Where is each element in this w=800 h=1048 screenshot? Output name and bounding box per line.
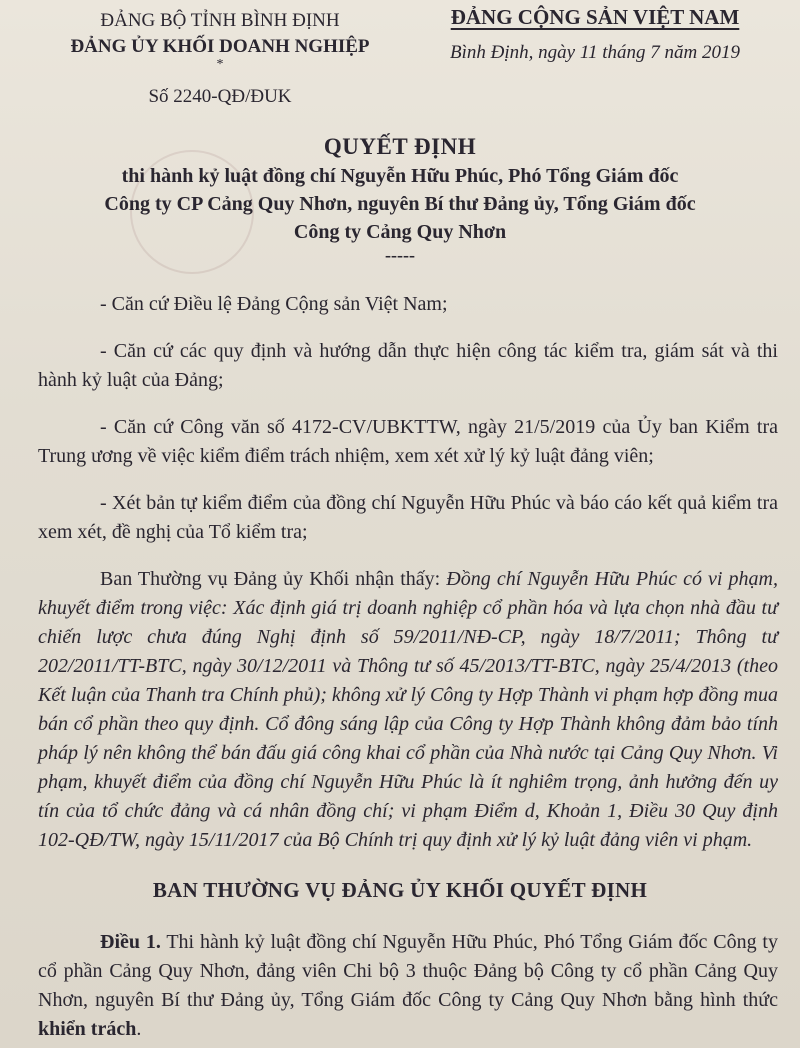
title-sub-line: Công ty CP Cảng Quy Nhơn, nguyên Bí thư Đảng ủy, Tổng Giám đốc (104, 193, 696, 215)
legal-basis-item: - Căn cứ Công văn số 4172-CV/UBKTTW, ngày 21/5/2019 của Ủy ban Kiểm tra Trung ương về việc kiểm điểm trách nhiệm, xem xét xử lý kỷ luật đảng viên; (38, 416, 778, 467)
document-title: QUYẾT ĐỊNH (323, 134, 477, 159)
place-date: Bình Định, ngày 11 tháng 7 năm 2019 (450, 42, 740, 63)
legal-basis-item: - Xét bản tự kiểm điểm của đồng chí Nguyễn Hữu Phúc và báo cáo kết quả kiểm tra xem xét, đề nghị của Tổ kiểm tra; (38, 492, 778, 543)
legal-basis-item: - Căn cứ Điều lệ Đảng Cộng sản Việt Nam; (100, 293, 448, 315)
star-mark: * (216, 57, 224, 72)
article-1 (38, 928, 778, 1044)
document-number: Số 2240-QĐ/ĐUK (148, 86, 292, 107)
article-1-label: Điều 1. (100, 931, 161, 953)
org-line-2: ĐẢNG ỦY KHỐI DOANH NGHIỆP (70, 36, 370, 57)
decision-heading: BAN THƯỜNG VỤ ĐẢNG ỦY KHỐI QUYẾT ĐỊNH (152, 878, 648, 902)
org-line-1: ĐẢNG BỘ TỈNH BÌNH ĐỊNH (100, 10, 340, 31)
party-header (415, 2, 775, 64)
title-sub-line: Công ty Cảng Quy Nhơn (293, 221, 507, 243)
article-1-end: . (136, 1018, 142, 1040)
title-sub-line: thi hành kỷ luật đồng chí Nguyễn Hữu Phúc, Phó Tổng Giám đốc (121, 165, 679, 187)
finding-lead: Ban Thường vụ Đảng ủy Khối nhận thấy: (100, 568, 447, 590)
title-separator: ----- (385, 245, 415, 265)
finding-text: Đồng chí Nguyễn Hữu Phúc có vi phạm, khuyết điểm trong việc: Xác định giá trị doanh nghiệp cổ phần hóa và lựa chọn nhà đầu tư chiến lược chưa đúng Nghị định số 59/2011/NĐ-CP, ngày 18/7/2011; Thông tư 202/2011/TT-BTC, ngày 30/12/2011 và Thông tư số 45/2013/TT-BTC, ngày 25/4/2013 (theo Kết luận của Thanh tra Chính phủ); không xử lý Công ty Hợp Thành vi phạm hợp đồng mua bán cổ phần theo quy định. Cổ đông sáng lập của Công ty Hợp Thành không đảm bảo tính pháp lý nên không thể bán đấu giá công khai cổ phần của Nhà nước tại Cảng Quy Nhơn. Vi phạm, khuyết điểm của đồng chí Nguyễn Hữu Phúc là ít nghiêm trọng, ảnh hưởng đến uy tín của tổ chức đảng và cá nhân đồng chí; vi phạm Điểm d, Khoản 1, Điều 30 Quy định 102-QĐ/TW, ngày 15/11/2017 của Bộ Chính trị quy định xử lý kỷ luật đảng viên vi phạm. (38, 568, 778, 851)
issuing-organization (40, 8, 400, 110)
decision-title-block (0, 132, 800, 265)
article-1-penalty: khiển trách (38, 1018, 137, 1040)
party-name: ĐẢNG CỘNG SẢN VIỆT NAM (450, 5, 740, 29)
legal-basis-item: - Căn cứ các quy định và hướng dẫn thực hiện công tác kiểm tra, giám sát và thi hành kỷ luật của Đảng; (38, 340, 778, 391)
document-body (38, 290, 778, 869)
finding-paragraph (38, 565, 778, 855)
article-1-text: Thi hành kỷ luật đồng chí Nguyễn Hữu Phúc, Phó Tổng Giám đốc Công ty cổ phần Cảng Quy Nhơn, đảng viên Chi bộ 3 thuộc Đảng bộ Công ty cổ phần Cảng Quy Nhơn, nguyên Bí thư Đảng ủy, Tổng Giám đốc Công ty Cảng Quy Nhơn bằng hình thức (38, 931, 778, 1011)
